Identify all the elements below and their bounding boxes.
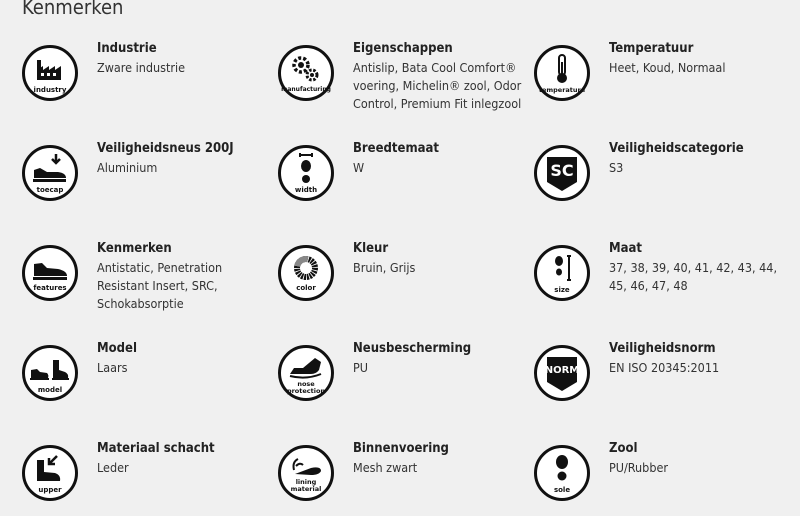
item-value: 37, 38, 39, 40, 41, 42, 43, 44, 45, 46, 47, 48 [609,260,778,293]
item-title: Materiaal schacht [97,441,215,456]
badge-label: color [296,284,316,292]
item-title: Industrie [97,41,157,56]
toecap-icon [22,145,78,201]
section-title: Kenmerken [22,0,124,19]
item-value: Heet, Koud, Normaal [609,60,726,75]
color-ring-icon [278,245,334,301]
badge-label: manufacturing [281,86,331,93]
badge-label: toecap [36,186,64,194]
item-title: Veiligheidscategorie [609,141,744,156]
badge-label: NORM [544,365,580,376]
item-value: Leder [97,460,129,475]
nose-protection-icon [278,345,334,401]
item-title: Binnenvoering [353,441,449,456]
item-title: Breedtemaat [353,141,440,156]
item-value: Antistatic, Penetration Resistant Insert, SRC, Schokabsorptie [97,260,223,311]
item-title: Maat [609,241,643,256]
item-value: S3 [609,160,624,175]
item-value: Laars [97,360,128,375]
item-value: PU [353,360,369,375]
size-icon [534,245,590,301]
item-value: EN ISO 20345:2011 [609,360,720,375]
badge-label: sole [553,486,571,494]
badge-label: lining material [290,478,322,493]
item-title: Eigenschappen [353,41,453,56]
item-title: Kenmerken [97,241,172,256]
norm-shield-icon [534,345,590,401]
shoe-width-icon [278,145,334,201]
item-value: Antislip, Bata Cool Comfort® voering, Michelin® zool, Odor Control, Premium Fit inlegzool [353,60,522,111]
badge-label: size [554,286,570,294]
badge-label: width [294,186,318,194]
badge-label: upper [38,486,62,494]
item-value: Zware industrie [97,60,186,75]
item-value: Mesh zwart [353,460,418,475]
factory-icon [22,45,78,101]
safety-category-icon [534,145,590,201]
item-title: Zool [609,441,638,456]
badge-label: temperature [538,86,586,94]
thermometer-icon [534,45,590,101]
boot-model-icon [22,345,78,401]
lining-icon [278,445,334,501]
item-title: Veiligheidsneus 200J [97,141,234,156]
item-value: Bruin, Grijs [353,260,416,275]
gears-icon [278,45,334,101]
item-title: Model [97,341,137,356]
badge-label: industry [33,86,67,94]
sole-icon [534,445,590,501]
item-title: Temperatuur [609,41,694,56]
badge-label: features [33,284,67,292]
badge-label: model [37,386,63,394]
shoe-features-icon [22,245,78,301]
item-title: Neusbescherming [353,341,472,356]
upper-boot-icon [22,445,78,501]
item-value: Aluminium [97,160,158,175]
badge-label: nose protection [286,380,326,395]
item-title: Kleur [353,241,389,256]
item-value: W [353,160,365,175]
badge-label: SC [550,161,574,180]
item-value: PU/Rubber [609,460,669,475]
item-title: Veiligheidsnorm [609,341,716,356]
